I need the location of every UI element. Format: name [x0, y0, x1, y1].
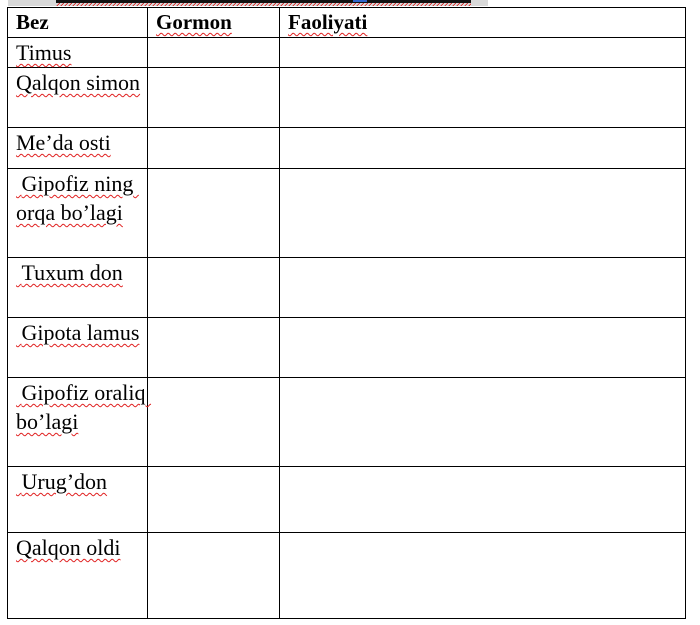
- table-header-row: [8, 8, 686, 38]
- function-cell[interactable]: [280, 128, 686, 169]
- gland-name: Gipofiz oraliq bo’lagi: [16, 380, 152, 434]
- gland-cell[interactable]: [8, 533, 148, 619]
- gland-cell[interactable]: [8, 467, 148, 533]
- gland-name: Gipota lamus: [16, 320, 140, 345]
- function-cell[interactable]: [280, 533, 686, 619]
- table-row: [8, 467, 686, 533]
- gland-cell[interactable]: [8, 38, 148, 68]
- hormone-cell[interactable]: [148, 467, 280, 533]
- gland-name: Qalqon oldi: [16, 535, 121, 560]
- table-row: [8, 258, 686, 318]
- gland-name: Gipofiz ning orqa bo’lagi: [16, 171, 139, 225]
- header-gland[interactable]: [8, 8, 148, 38]
- header-function-label: Faoliyati: [288, 10, 368, 34]
- gland-name: Me’da osti: [16, 130, 111, 155]
- hormone-cell[interactable]: [148, 258, 280, 318]
- header-hormone[interactable]: [148, 8, 280, 38]
- table-row: [8, 169, 686, 258]
- hormone-cell[interactable]: [148, 378, 280, 467]
- function-cell[interactable]: [280, 258, 686, 318]
- function-cell[interactable]: [280, 68, 686, 128]
- previous-line-fragment: [8, 0, 488, 6]
- hormone-cell[interactable]: [148, 68, 280, 128]
- previous-line-blue-mark: [353, 0, 367, 2]
- hormone-cell[interactable]: [148, 38, 280, 68]
- gland-cell[interactable]: [8, 169, 148, 258]
- hormone-cell[interactable]: [148, 533, 280, 619]
- gland-name: Qalqon simon: [16, 70, 141, 95]
- table-row: [8, 38, 686, 68]
- header-gland-label: Bez: [16, 10, 49, 34]
- gland-cell[interactable]: [8, 318, 148, 378]
- previous-line-ink: [56, 0, 471, 3]
- gland-name: Urug’don: [16, 469, 108, 494]
- function-cell[interactable]: [280, 318, 686, 378]
- table-row: [8, 68, 686, 128]
- function-cell[interactable]: [280, 169, 686, 258]
- gland-cell[interactable]: [8, 68, 148, 128]
- function-cell[interactable]: [280, 378, 686, 467]
- gland-name: Tuxum don: [16, 260, 123, 285]
- hormone-cell[interactable]: [148, 318, 280, 378]
- gland-cell[interactable]: [8, 258, 148, 318]
- table-row: [8, 128, 686, 169]
- hormone-cell[interactable]: [148, 128, 280, 169]
- gland-cell[interactable]: [8, 128, 148, 169]
- glands-table: [7, 7, 686, 619]
- header-hormone-label: Gormon: [156, 10, 232, 34]
- gland-name: Timus: [16, 40, 72, 65]
- header-function[interactable]: [280, 8, 686, 38]
- table-row: [8, 378, 686, 467]
- table-row: [8, 533, 686, 619]
- function-cell[interactable]: [280, 467, 686, 533]
- hormone-cell[interactable]: [148, 169, 280, 258]
- table-row: [8, 318, 686, 378]
- function-cell[interactable]: [280, 38, 686, 68]
- gland-cell[interactable]: [8, 378, 152, 467]
